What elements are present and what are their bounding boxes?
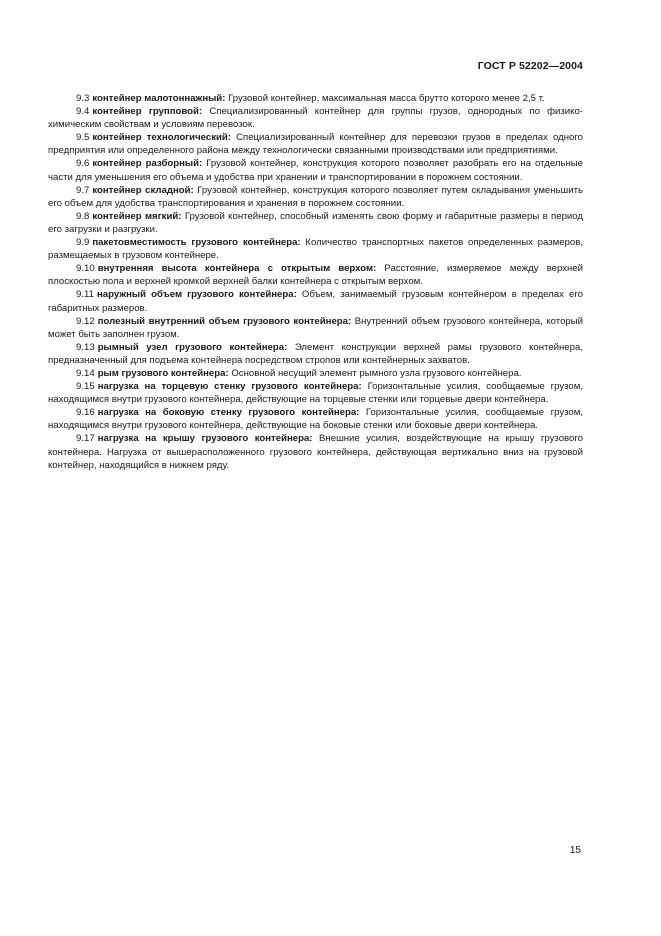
definition-item	[48, 315, 583, 341]
definition-item	[48, 131, 583, 157]
definition-item	[48, 341, 583, 367]
item-term: контейнер малотоннажный:	[92, 93, 226, 104]
item-term: нагрузка на крышу грузового контейнера:	[97, 433, 313, 445]
item-term: контейнер групповой:	[92, 106, 203, 118]
item-definition: Основной несущий элемент рымного узла грузового контейнера.	[231, 367, 522, 379]
item-number: 9.5	[76, 132, 90, 144]
item-number: 9.7	[76, 184, 90, 196]
item-term: рымный узел грузового контейнера:	[97, 341, 288, 353]
item-definition: Элемент конструкции верхней рамы грузового контейнера, предназначенный для подъема контейнера посредством стропов или контейнерных захватов.	[48, 341, 583, 366]
item-number: 9.8	[76, 210, 90, 222]
item-term: нагрузка на боковую стенку грузового контейнера:	[97, 407, 360, 419]
item-definition: Специализированный контейнер для группы грузов, однородных по физико-химическим свойствам и условиям перевозок.	[48, 106, 583, 131]
item-term: рым грузового контейнера:	[97, 367, 229, 379]
item-definition: Количество транспортных пакетов определенных размеров, размещаемых в грузовом контейнере.	[48, 237, 583, 262]
item-definition: Грузовой контейнер, максимальная масса брутто которого менее 2,5 т.	[228, 93, 545, 104]
item-number: 9.3	[76, 93, 90, 104]
item-number: 9.4	[76, 106, 90, 118]
item-definition: Специализированный контейнер для перевозки грузов в пределах одного предприятия или определенного района между технологически связанными производствами или предприятиями.	[48, 132, 583, 157]
item-definition: Расстояние, измеряемое между верхней плоскостью пола и верхней кромкой верхней балки контейнера с открытым верхом.	[48, 263, 583, 288]
definition-item	[48, 406, 583, 432]
item-term: контейнер разборный:	[92, 158, 203, 170]
definition-item	[48, 262, 583, 288]
item-definition: Горизонтальные усилия, сообщаемые грузом, находящимся внутри грузового контейнера, действующие на боковые стенки или боковые двери контейнера.	[48, 407, 584, 432]
definition-item	[48, 380, 583, 406]
definition-item	[48, 184, 583, 210]
definition-item	[48, 432, 583, 471]
definition-item	[48, 288, 583, 314]
item-number: 9.12	[76, 315, 95, 327]
definition-item	[48, 367, 583, 380]
item-number: 9.6	[76, 158, 90, 170]
definition-item	[48, 210, 583, 236]
item-term: наружный объем грузового контейнера:	[96, 289, 297, 301]
item-definition: Грузовой контейнер, конструкция которого позволяет путем складывания уменьшить его объем для удобства транспортирования и хранения в порожнем состоянии.	[48, 184, 583, 209]
item-number: 9.9	[76, 237, 90, 249]
definition-item	[48, 157, 583, 183]
item-number: 9.13	[76, 341, 95, 353]
item-term: контейнер технологический:	[92, 132, 231, 144]
item-number: 9.10	[76, 263, 95, 275]
page-number: 15	[569, 845, 581, 856]
item-term: внутренняя высота контейнера с открытым верхом:	[97, 263, 377, 275]
item-definition: Объем, занимаемый грузовым контейнером в пределах его габаритных размеров.	[48, 289, 583, 314]
definition-item	[48, 92, 583, 105]
item-term: контейнер мягкий:	[92, 210, 182, 222]
item-definition: Внутренний объем грузового контейнера, который может быть заполнен грузом.	[48, 315, 583, 340]
definition-item	[48, 236, 583, 262]
definitions-list	[48, 92, 583, 472]
item-definition: Внешние усилия, воздействующие на крышу грузового контейнера. Нагрузка от вышерасположенного грузового контейнера, действующая вертикально вниз на грузовой контейнер, находящийся в нижнем ряду.	[48, 433, 583, 471]
item-term: контейнер складной:	[92, 184, 194, 196]
item-number: 9.14	[76, 367, 95, 379]
item-definition: Горизонтальные усилия, сообщаемые грузом, находящимся внутри грузового контейнера, действующие на торцевые стенки или торцевые двери контейнера.	[48, 381, 584, 406]
item-number: 9.11	[76, 289, 94, 301]
item-term: нагрузка на торцевую стенку грузового контейнера:	[97, 381, 362, 393]
item-number: 9.17	[76, 433, 95, 445]
definition-item	[48, 105, 583, 131]
item-term: пакетовместимость грузового контейнера:	[92, 237, 301, 249]
document-code: ГОСТ Р 52202—2004	[477, 60, 583, 72]
item-definition: Грузовой контейнер, конструкция которого позволяет разобрать его на отдельные части для уменьшения его объема и удобства при хранении и транспортировании в порожнем состоянии.	[48, 158, 583, 183]
item-number: 9.16	[76, 407, 95, 419]
item-term: полезный внутренний объем грузового контейнера:	[97, 315, 352, 327]
item-number: 9.15	[76, 381, 95, 393]
item-definition: Грузовой контейнер, способный изменять свою форму и габаритные размеры в период его загрузки и разгрузки.	[48, 210, 583, 235]
